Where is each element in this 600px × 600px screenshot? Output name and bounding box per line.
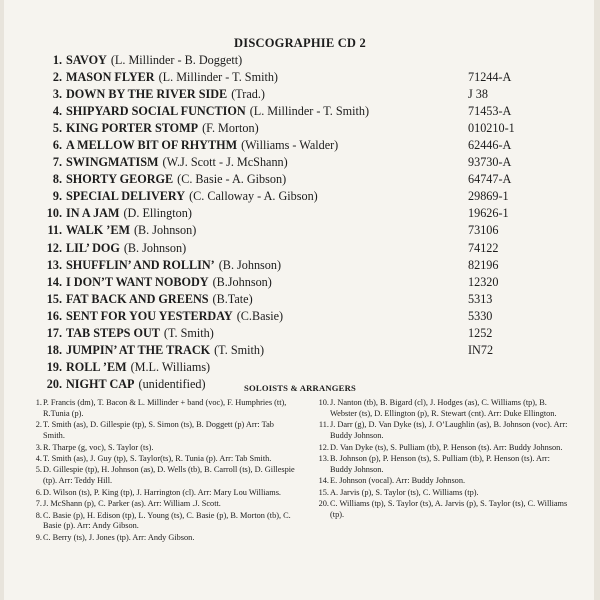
soloist-entry-text: D. Wilson (ts), P. King (tp), J. Harrington (cl). Arr: Mary Lou Williams. <box>43 487 281 497</box>
track-matrix-number: 62446-A <box>468 138 512 153</box>
track-number: 3. <box>52 87 62 102</box>
soloist-entry-number: 13. <box>318 454 329 464</box>
track-number: 1. <box>52 53 62 67</box>
track-title-line <box>66 240 186 257</box>
track-row <box>42 188 562 205</box>
track-title-line <box>66 359 210 376</box>
track-title: A MELLOW BIT OF RHYTHM <box>66 138 238 153</box>
track-matrix-number: 19626-1 <box>468 206 509 221</box>
track-composer: (C. Basie - A. Gibson) <box>177 172 287 187</box>
soloist-entry-number: 11. <box>318 420 329 430</box>
track-composer: (M.L. Williams) <box>130 359 211 374</box>
track-title-line <box>66 154 288 171</box>
track-row <box>42 52 562 69</box>
soloist-entry-text: J. Darr (g), D. Van Dyke (ts), J. O’Laughlin (as), B. Johnson (voc). Arr: Buddy Johnson. <box>330 420 568 441</box>
soloist-entry-text: C. Berry (ts), J. Jones (tp). Arr: Andy Gibson. <box>43 532 195 542</box>
track-title: SPECIAL DELIVERY <box>66 189 186 204</box>
track-title: ROLL ’EM <box>66 359 127 374</box>
track-number: 4. <box>52 104 62 119</box>
soloists-column-left <box>34 398 296 544</box>
track-title: SHIPYARD SOCIAL FUNCTION <box>66 104 246 119</box>
soloist-entry-number: 3. <box>35 442 42 452</box>
track-matrix-number: 71453-A <box>468 104 512 119</box>
track-matrix-number: 71244-A <box>468 70 512 85</box>
track-number: 10. <box>46 206 62 221</box>
soloist-entry-number: 5. <box>35 465 42 475</box>
track-title: SWINGMATISM <box>66 155 159 170</box>
track-row <box>42 274 562 291</box>
track-composer: (B. Johnson) <box>123 240 187 255</box>
track-composer: (L. Millinder - B. Doggett) <box>110 53 243 67</box>
soloist-entry-text: P. Francis (dm), T. Bacon & L. Millinder + band (voc), F. Humphries (tt), R.Tunia (p). <box>43 398 287 418</box>
track-title: KING PORTER STOMP <box>66 121 199 136</box>
track-number: 16. <box>46 308 62 323</box>
track-composer: (C. Calloway - A. Gibson) <box>189 189 318 204</box>
track-composer: (T. Smith) <box>163 325 214 340</box>
track-title: DOWN BY THE RIVER SIDE <box>66 87 228 102</box>
soloist-entry-number: 6. <box>35 487 42 497</box>
track-title-line <box>66 325 214 342</box>
track-title-line <box>66 86 265 103</box>
track-composer: (C.Basie) <box>236 308 284 323</box>
track-list <box>42 52 562 393</box>
soloist-entry-text: T. Smith (as), D. Gillespie (tp), S. Simon (ts), B. Doggett (p) Arr: Tab Smith. <box>43 420 274 441</box>
soloist-entry-text: D. Van Dyke (ts), S. Pulliam (tb), P. Henson (ts). Arr: Buddy Johnson. <box>330 442 563 452</box>
track-number: 6. <box>52 138 62 153</box>
track-number: 5. <box>52 121 62 136</box>
track-title: LIL’ DOG <box>66 240 120 255</box>
track-composer: (L. Millinder - T. Smith) <box>249 104 370 119</box>
soloist-entry-number: 10. <box>318 398 329 407</box>
track-matrix-number: J 38 <box>468 87 488 102</box>
track-row <box>42 69 562 86</box>
track-number: 9. <box>52 189 62 204</box>
track-composer: (T. Smith) <box>214 342 264 357</box>
track-title-line <box>66 137 338 154</box>
track-composer: (Williams - Walder) <box>241 138 339 153</box>
soloist-entry-number: 2. <box>35 420 42 430</box>
soloist-entry <box>34 443 296 454</box>
track-title: SENT FOR YOU YESTERDAY <box>66 308 233 323</box>
soloist-entry-text: C. Basie (p), H. Edison (tp), L. Young (ts), C. Basie (p), B. Morton (tb), C. Basie (p). Arr: Andy Gibson. <box>43 510 291 531</box>
soloist-entry-number: 8. <box>35 510 42 520</box>
soloist-entry <box>318 454 570 476</box>
soloist-entry-number: 9. <box>35 532 42 542</box>
track-row <box>42 257 562 274</box>
soloist-entry <box>34 454 296 465</box>
track-title: WALK ’EM <box>66 223 130 238</box>
track-number: 12. <box>46 240 62 255</box>
track-title-line <box>66 291 253 308</box>
track-composer: (B.Johnson) <box>212 274 272 289</box>
track-composer: (W.J. Scott - J. McShann) <box>162 155 288 170</box>
track-matrix-number: IN72 <box>468 342 494 357</box>
soloist-entry <box>34 488 296 499</box>
track-title: NIGHT CAP <box>66 376 135 391</box>
track-composer: (B. Johnson) <box>133 223 197 238</box>
track-matrix-number: 93730-A <box>468 155 512 170</box>
track-title-line <box>66 69 278 86</box>
soloist-entry-text: D. Gillespie (tp), H. Johnson (as), D. Wells (tb), B. Carroll (ts), D. Gillespie (tp). Arr: Teddy Hill. <box>43 465 295 486</box>
track-title: MASON FLYER <box>66 70 155 85</box>
track-number: 8. <box>52 172 62 187</box>
soloists-heading: SOLOISTS & ARRANGERS <box>244 383 356 393</box>
page-edge-right <box>594 0 600 600</box>
track-number: 13. <box>46 257 62 272</box>
track-number: 19. <box>46 359 62 374</box>
track-matrix-number: 29869-1 <box>468 189 509 204</box>
track-title-line <box>66 171 286 188</box>
soloist-entry-number: 1. <box>35 398 42 407</box>
soloist-entry <box>318 499 570 521</box>
track-title: I DON’T WANT NOBODY <box>66 274 209 289</box>
track-matrix-number: 73106 <box>468 223 499 238</box>
track-row <box>42 120 562 137</box>
track-matrix-number: 1252 <box>468 325 493 340</box>
soloist-entry-number: 20. <box>318 499 329 509</box>
soloist-entry-text: E. Johnson (vocal). Arr: Buddy Johnson. <box>330 476 466 486</box>
soloist-entry-number: 15. <box>318 487 329 497</box>
track-title-line <box>66 222 196 239</box>
track-title-line <box>66 257 281 274</box>
track-composer: (F. Morton) <box>202 121 259 136</box>
track-matrix-number: 74122 <box>468 240 499 255</box>
track-title-line <box>66 188 318 205</box>
track-title-line <box>66 308 283 325</box>
track-row <box>42 240 562 257</box>
track-row <box>42 342 562 359</box>
track-composer: (B.Tate) <box>212 291 253 306</box>
soloist-entry-number: 14. <box>318 476 329 486</box>
track-number: 20. <box>46 376 62 391</box>
track-row <box>42 325 562 342</box>
track-number: 2. <box>52 70 62 85</box>
track-title: SHORTY GEORGE <box>66 172 174 187</box>
soloist-entry <box>34 398 296 420</box>
track-matrix-number: 010210-1 <box>468 121 515 136</box>
soloist-entry <box>34 420 296 442</box>
track-row <box>42 222 562 239</box>
track-matrix-number: 5313 <box>468 291 493 306</box>
soloist-entry <box>34 533 296 544</box>
track-number: 7. <box>52 155 62 170</box>
track-title-line <box>66 274 272 291</box>
track-composer: (L. Millinder - T. Smith) <box>158 70 278 85</box>
soloist-entry-text: A. Jarvis (p), S. Taylor (ts), C. Williams (tp). <box>330 487 479 497</box>
track-composer: (unidentified) <box>138 376 206 391</box>
track-matrix-number: 12320 <box>468 274 499 289</box>
track-row <box>42 171 562 188</box>
track-title: SAVOY <box>66 53 107 67</box>
track-title-line <box>66 205 192 222</box>
soloist-entry-text: B. Johnson (p), P. Henson (ts), S. Pulliam (tb), P. Henson (ts). Arr: Buddy Johnson. <box>330 454 550 474</box>
soloist-entry <box>34 511 296 533</box>
track-row <box>42 154 562 171</box>
track-title: IN A JAM <box>66 206 120 221</box>
track-composer: (B. Johnson) <box>218 257 282 272</box>
track-number: 18. <box>46 342 62 357</box>
track-title: FAT BACK AND GREENS <box>66 291 209 306</box>
page-title: DISCOGRAPHIE CD 2 <box>234 36 366 50</box>
track-title-line <box>66 342 264 359</box>
soloist-entry-text: T. Smith (as), J. Guy (tp), S. Taylor(ts), R. Tunia (p). Arr: Tab Smith. <box>43 454 272 464</box>
track-number: 17. <box>46 325 62 340</box>
track-composer: (Trad.) <box>231 87 265 102</box>
track-title-line <box>66 120 259 137</box>
soloist-entry-text: R. Tharpe (g, voc), S. Taylor (ts). <box>43 442 154 452</box>
soloist-entry <box>34 465 296 487</box>
track-title-line <box>66 52 242 69</box>
track-row <box>42 137 562 154</box>
soloists-column-right <box>318 398 570 521</box>
soloist-entry-text: C. Williams (tp), S. Taylor (ts), A. Jarvis (p), S. Taylor (ts), C. Williams (tp). <box>330 499 568 520</box>
soloist-entry-number: 4. <box>35 454 42 464</box>
track-title: TAB STEPS OUT <box>66 325 160 340</box>
track-matrix-number: 5330 <box>468 308 493 323</box>
soloist-entry <box>318 420 570 442</box>
track-row <box>42 359 562 376</box>
track-row <box>42 103 562 120</box>
soloist-entry-number: 7. <box>35 499 42 509</box>
track-number: 14. <box>46 274 62 289</box>
soloist-entry-number: 12. <box>318 442 329 452</box>
soloist-entry-text: J. Nanton (tb), B. Bigard (cl), J. Hodges (as), C. Williams (tp), B. Webster (ts), D. Ellington (p), R. Stewart (cnt). Arr: Duke Ellington. <box>330 398 557 418</box>
soloist-entry <box>318 476 570 487</box>
track-title: SHUFFLIN’ AND ROLLIN’ <box>66 257 215 272</box>
track-row <box>42 291 562 308</box>
soloist-entry <box>34 499 296 510</box>
track-composer: (D. Ellington) <box>123 206 192 221</box>
soloist-entry <box>318 488 570 499</box>
track-title-line <box>66 103 369 120</box>
track-title: JUMPIN’ AT THE TRACK <box>66 342 211 357</box>
soloist-entry <box>318 443 570 454</box>
track-matrix-number: 82196 <box>468 257 499 272</box>
track-number: 15. <box>46 291 62 306</box>
page-edge-left <box>0 0 4 600</box>
track-number: 11. <box>47 223 62 238</box>
track-row <box>42 86 562 103</box>
track-row <box>42 308 562 325</box>
track-row <box>42 205 562 222</box>
track-matrix-number: 64747-A <box>468 172 512 187</box>
soloist-entry-text: J. McShann (p), C. Parker (as). Arr: William .J. Scott. <box>43 499 221 509</box>
soloist-entry <box>318 398 570 420</box>
